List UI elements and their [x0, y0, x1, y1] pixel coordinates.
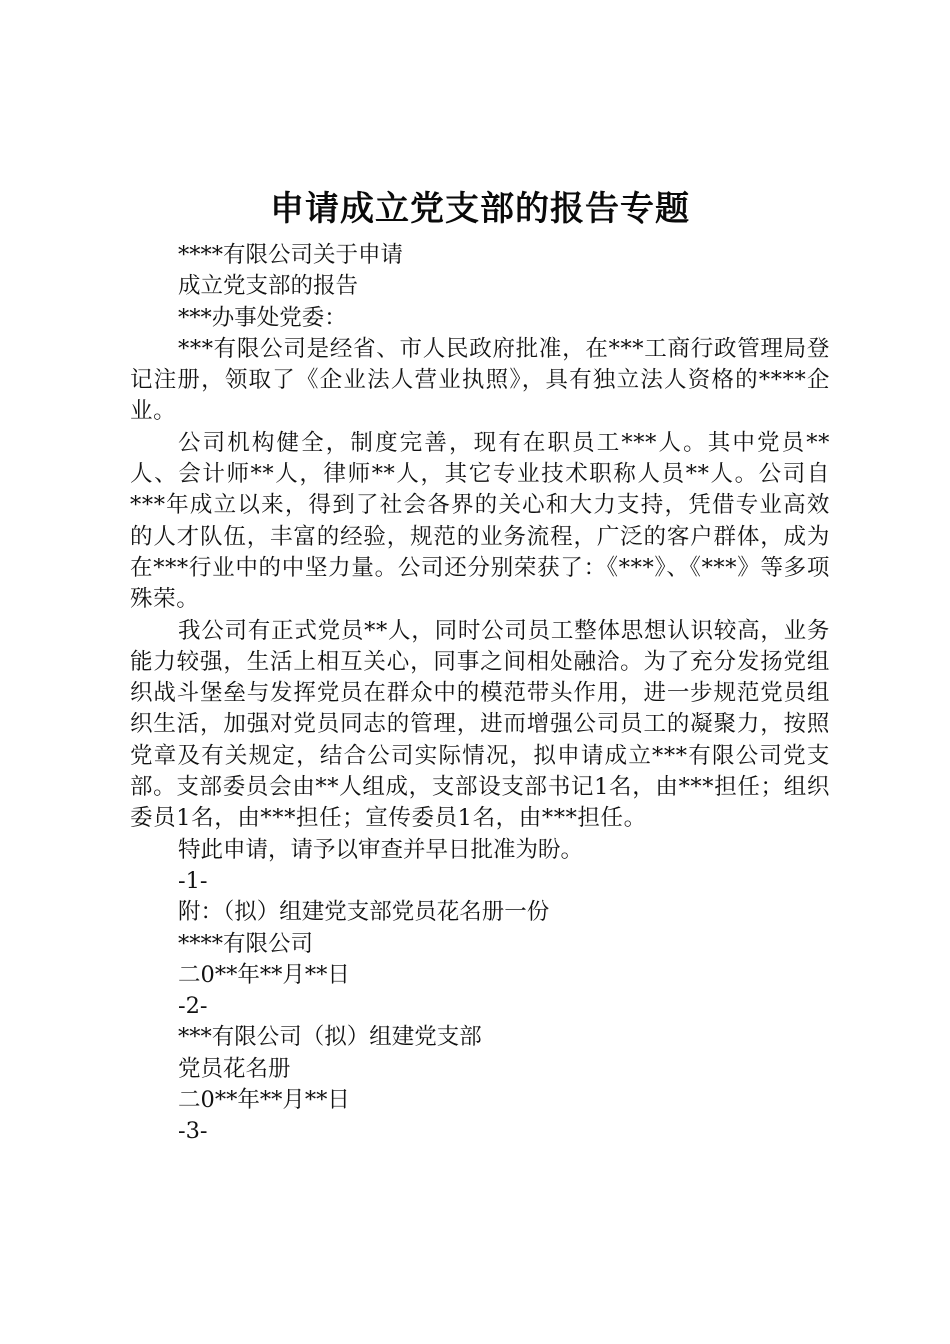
page-number-1: -1- — [178, 867, 208, 894]
roster-heading-company: ***有限公司（拟）组建党支部 — [178, 1024, 482, 1051]
roster-date: 二0**年**月**日 — [178, 1087, 350, 1114]
header-line-company: ****有限公司关于申请 — [178, 242, 404, 268]
page-number-2: -2- — [178, 993, 208, 1020]
header-line-recipient: ***办事处党委： — [178, 304, 347, 331]
signature-date: 二0**年**月**日 — [178, 961, 350, 988]
attachment-note: 附：（拟）组建党支部党员花名册一份 — [178, 899, 550, 926]
document-title: 申请成立党支部的报告专题 — [270, 189, 690, 229]
body-paragraph-1: ***有限公司是经省、市人民政府批准，在***工商行政管理局登记注册，领取了《企业法人营业执照》，具有独立法人资格的****企业。 — [130, 335, 830, 425]
header-line-subject: 成立党支部的报告 — [178, 273, 359, 300]
body-paragraph-2: 公司机构健全，制度完善，现有在职员工***人。其中党员**人、会计师**人，律师**人，其它专业技术职称人员**人。公司自***年成立以来，得到了社会各界的关心和大力支持，凭借专业高效的人才队伍，丰富的经验，规范的业务流程，广泛的客户群体，成为在***行业中的中坚力量。公司还分别荣获了：《***》、《***》等多项殊荣。 — [130, 429, 830, 613]
body-paragraph-3: 我公司有正式党员**人，同时公司员工整体思想认识较高，业务能力较强，生活上相互关心，同事之间相处融洽。为了充分发扬党组织战斗堡垒与发挥党员在群众中的模范带头作用，进一步规范党员组织生活，加强对党员同志的管理，进而增强公司员工的凝聚力，按照党章及有关规定，结合公司实际情况，拟申请成立***有限公司党支部。支部委员会由**人组成，支部设支部书记1名，由***担任；组织委员1名，由***担任；宣传委员1名，由***担任。 — [130, 617, 830, 832]
document-page — [130, 180, 830, 1148]
signature-company: ****有限公司 — [178, 930, 314, 957]
roster-heading-title: 党员花名册 — [178, 1055, 291, 1082]
closing-request: 特此申请，请予以审查并早日批准为盼。 — [178, 836, 584, 863]
page-number-3: -3- — [178, 1118, 208, 1145]
